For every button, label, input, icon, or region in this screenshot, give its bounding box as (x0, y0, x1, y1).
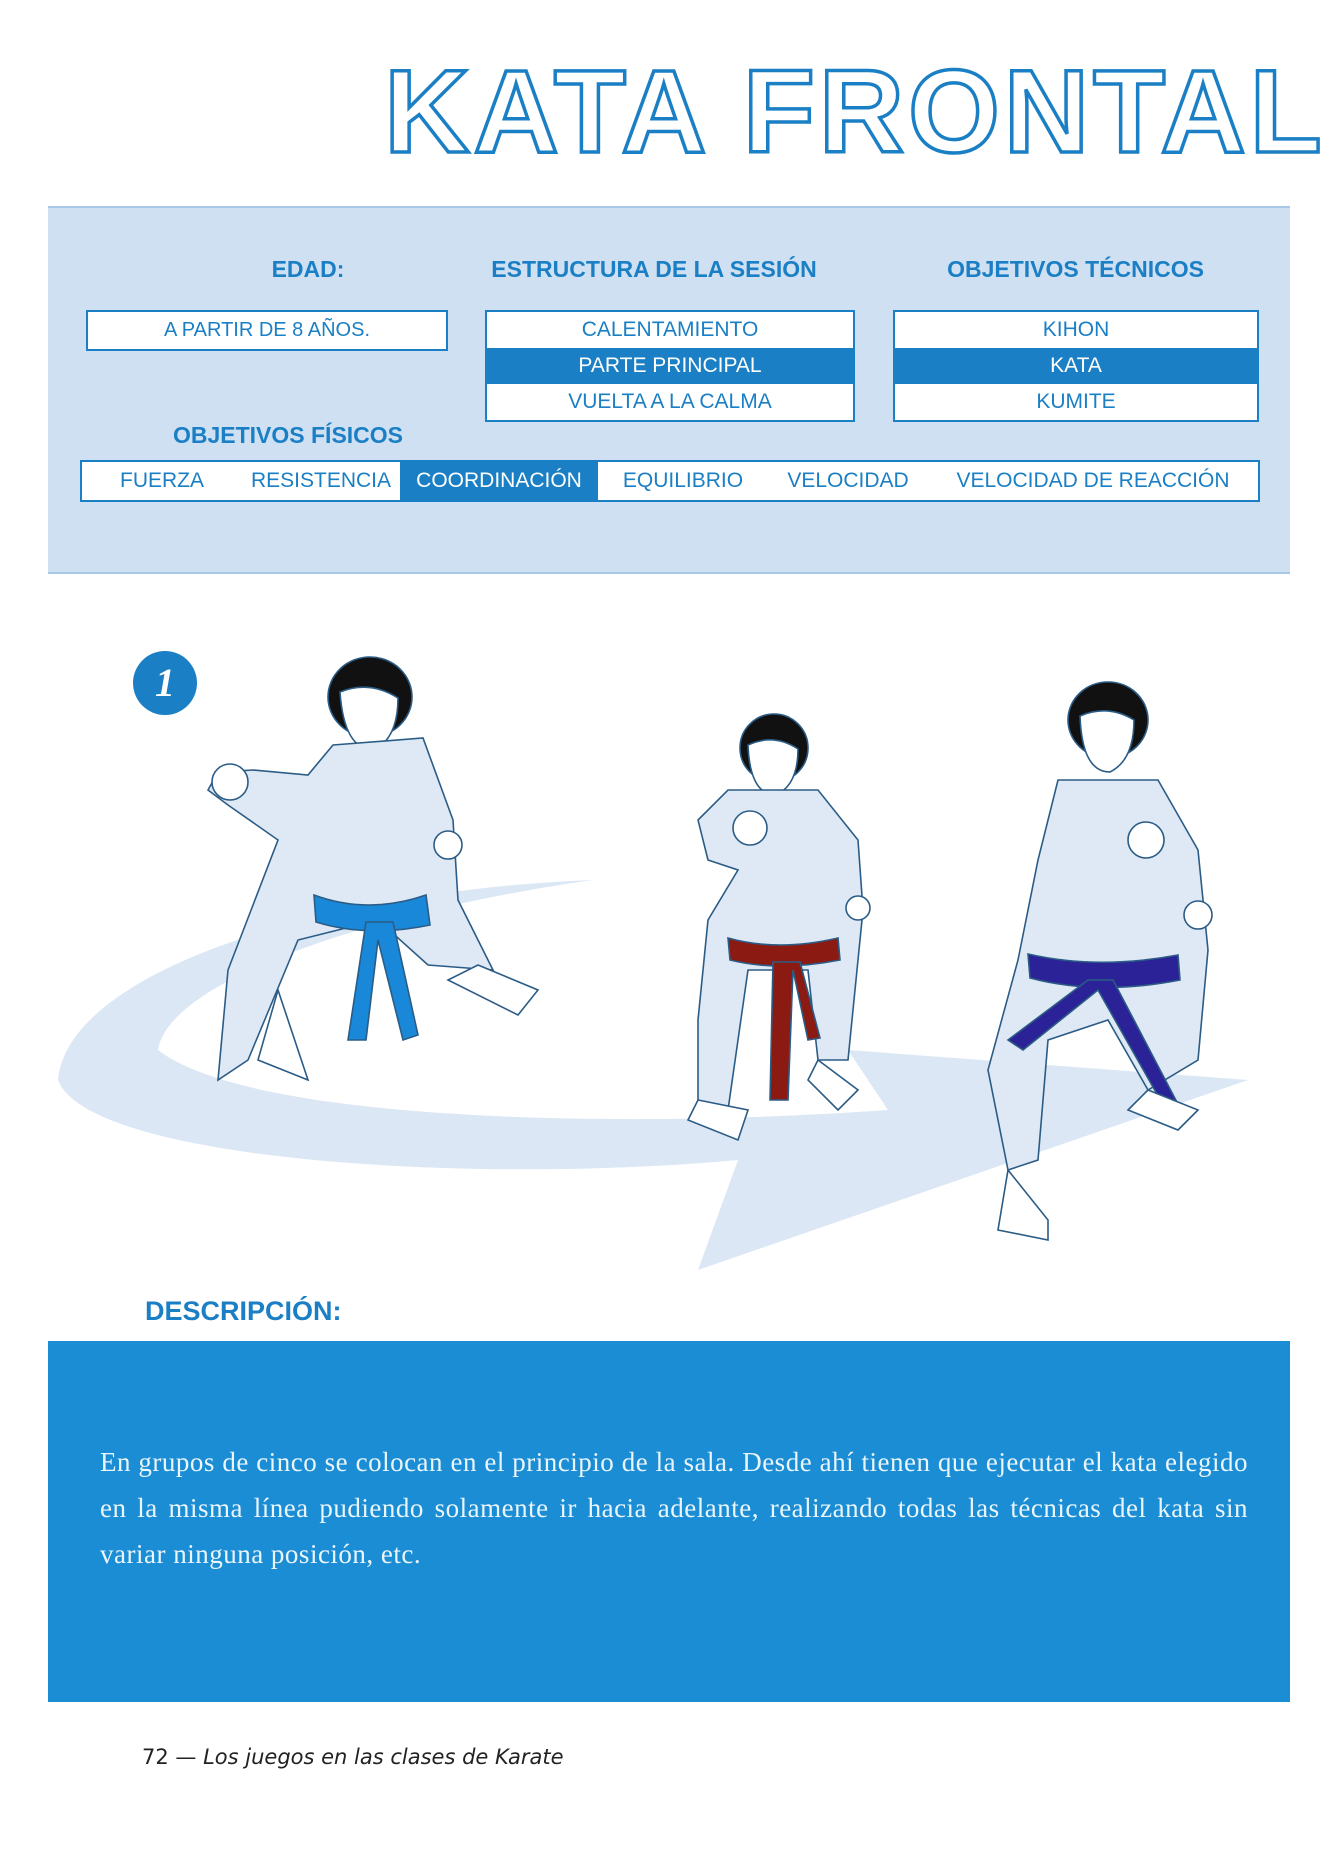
estructura-box (485, 310, 855, 422)
page-title (384, 40, 1326, 178)
karateka-red-belt (688, 714, 870, 1140)
fisicos-label: OBJETIVOS FÍSICOS (172, 422, 404, 448)
fisicos-equilibrio: EQUILIBRIO (622, 469, 744, 492)
tecnicos-kumite: KUMITE (1036, 390, 1116, 413)
edad-value: A PARTIR DE 8 AÑOS. (164, 319, 370, 341)
fisicos-velocidad: VELOCIDAD (787, 469, 909, 492)
tecnicos-kihon: KIHON (1042, 318, 1110, 341)
description-label: DESCRIPCIÓN: (145, 1296, 342, 1326)
edad-box (86, 310, 448, 351)
karateka-blue-belt (208, 657, 538, 1080)
fisicos-bar (80, 460, 1260, 502)
estructura-parte-principal: PARTE PRINCIPAL (487, 348, 853, 384)
estructura-calentamiento: CALENTAMIENTO (581, 318, 759, 341)
step-number-badge: 1 (133, 651, 197, 715)
karateka-purple-belt (988, 682, 1212, 1240)
page-footer (142, 1745, 564, 1769)
fisicos-velocidad-reaccion: VELOCIDAD DE REACCIÓN (956, 469, 1230, 492)
tecnicos-box (893, 310, 1259, 422)
fisicos-fuerza: FUERZA (120, 469, 204, 492)
book-title: Los juegos en las clases de Karate (203, 1745, 564, 1769)
svg-text:KATA FRONTAL: KATA FRONTAL (384, 46, 1326, 178)
estructura-vuelta-calma: VUELTA A LA CALMA (568, 390, 772, 413)
estructura-label: ESTRUCTURA DE LA SESIÓN (491, 256, 817, 282)
tecnicos-label: OBJETIVOS TÉCNICOS (947, 256, 1204, 282)
edad-label: EDAD: (271, 256, 345, 282)
karate-illustration (48, 640, 1290, 1280)
info-panel (48, 206, 1290, 574)
page-number: 72 — (142, 1745, 197, 1769)
fisicos-coordinacion: COORDINACIÓN (400, 462, 598, 500)
description-text: En grupos de cinco se colocan en el principio de la sala. Desde ahí tienen que ejecutar el kata elegido en la misma línea pudiendo solamente ir hacia adelante, realizando todas las técnicas del kata sin variar ninguna posición, etc. (100, 1447, 1248, 1569)
fisicos-resistencia: RESISTENCIA (250, 469, 392, 492)
tecnicos-kata: KATA (895, 348, 1257, 384)
description-box (48, 1341, 1290, 1702)
